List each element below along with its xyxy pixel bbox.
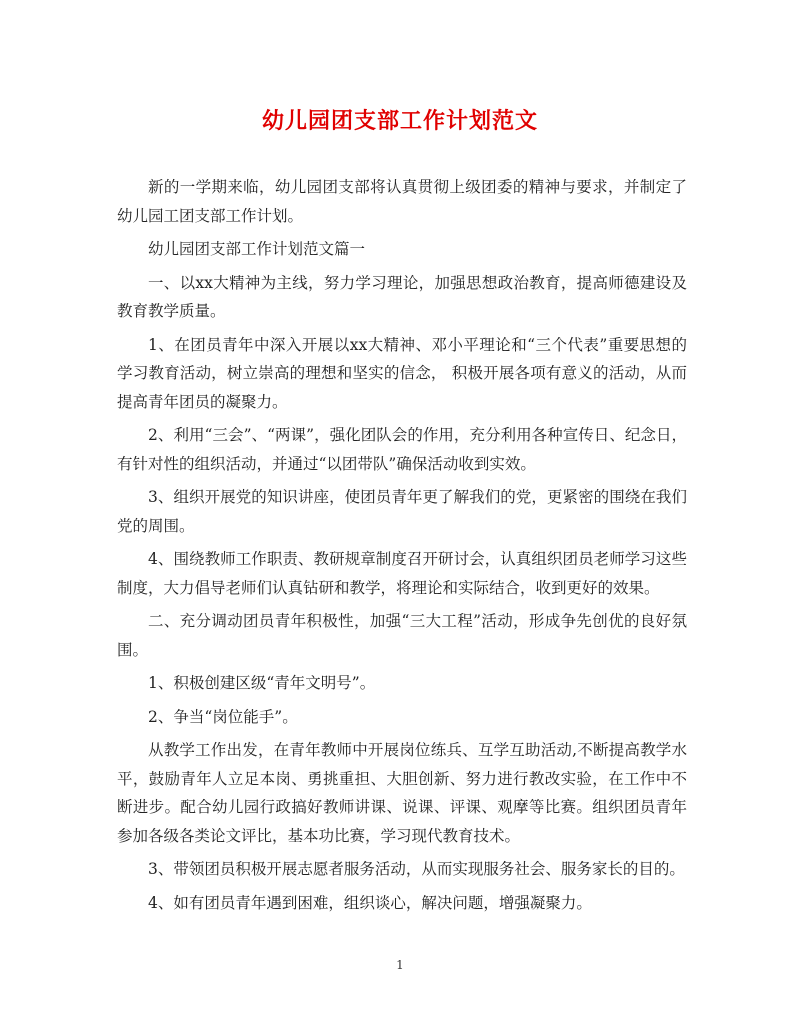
paragraph-part-two: 二、充分调动团员青年积极性，加强“三大工程”活动，形成争先创优的良好氛围。 [117,612,687,659]
paragraph-part-two-item-1: 1、积极创建区级“青年文明号”。 [148,674,376,692]
paragraph-section-heading: 幼儿园团支部工作计划范文篇一 [148,240,366,258]
paragraph-item-2: 2、利用“三会”、“两课”，强化团队会的作用，充分利用各种宣传日、纪念日，有针对性的组织活动，并通过“以团带队”确保活动收到实效。 [117,426,687,473]
paragraph-intro: 新的一学期来临，幼儿园团支部将认真贯彻上级团委的精神与要求，并制定了幼儿园工团支部工作计划。 [117,178,687,225]
paragraph-item-4: 4、围绕教师工作职责、教研规章制度召开研讨会，认真组织团员老师学习这些制度，大力倡导老师们认真钻研和教学，将理论和实际结合，收到更好的效果。 [117,550,687,597]
paragraph-part-two-item-3: 3、带领团员积极开展志愿者服务活动，从而实现服务社会、服务家长的目的。 [148,860,685,878]
page-number: 1 [396,958,404,972]
page-title: 幼儿园团支部工作计划范文 [261,108,538,134]
paragraph-part-two-item-4: 4、如有团员青年遇到困难，组织谈心，解决问题，增强凝聚力。 [148,893,592,912]
paragraph-item-3: 3、组织开展党的知识讲座，使团员青年更了解我们的党，更紧密的围绕在我们党的周围。 [117,488,687,535]
paragraph-part-two-item-2: 2、争当“岗位能手”。 [148,707,298,726]
paragraph-part-one: 一、以xx大精神为主线，努力学习理论，加强思想政治教育，提高师德建设及教育教学质量。 [117,273,687,320]
paragraph-teaching-work: 从教学工作出发，在青年教师中开展岗位练兵、互学互助活动,不断提高教学水平，鼓励青年人立足本岗、勇挑重担、大胆创新、努力进行教改实验，在工作中不断进步。配合幼儿园行政搞好教师讲课、说课、评课、观摩等比赛。组织团员青年参加各级各类论文评比，基本功比赛，学习现代教育技术。 [117,741,687,845]
document-body [117,173,687,922]
paragraph-item-1: 1、在团员青年中深入开展以xx大精神、邓小平理论和“三个代表”重要思想的学习教育活动，树立崇高的理想和坚实的信念， 积极开展各项有意义的活动，从而提高青年团员的凝聚力。 [117,335,687,411]
